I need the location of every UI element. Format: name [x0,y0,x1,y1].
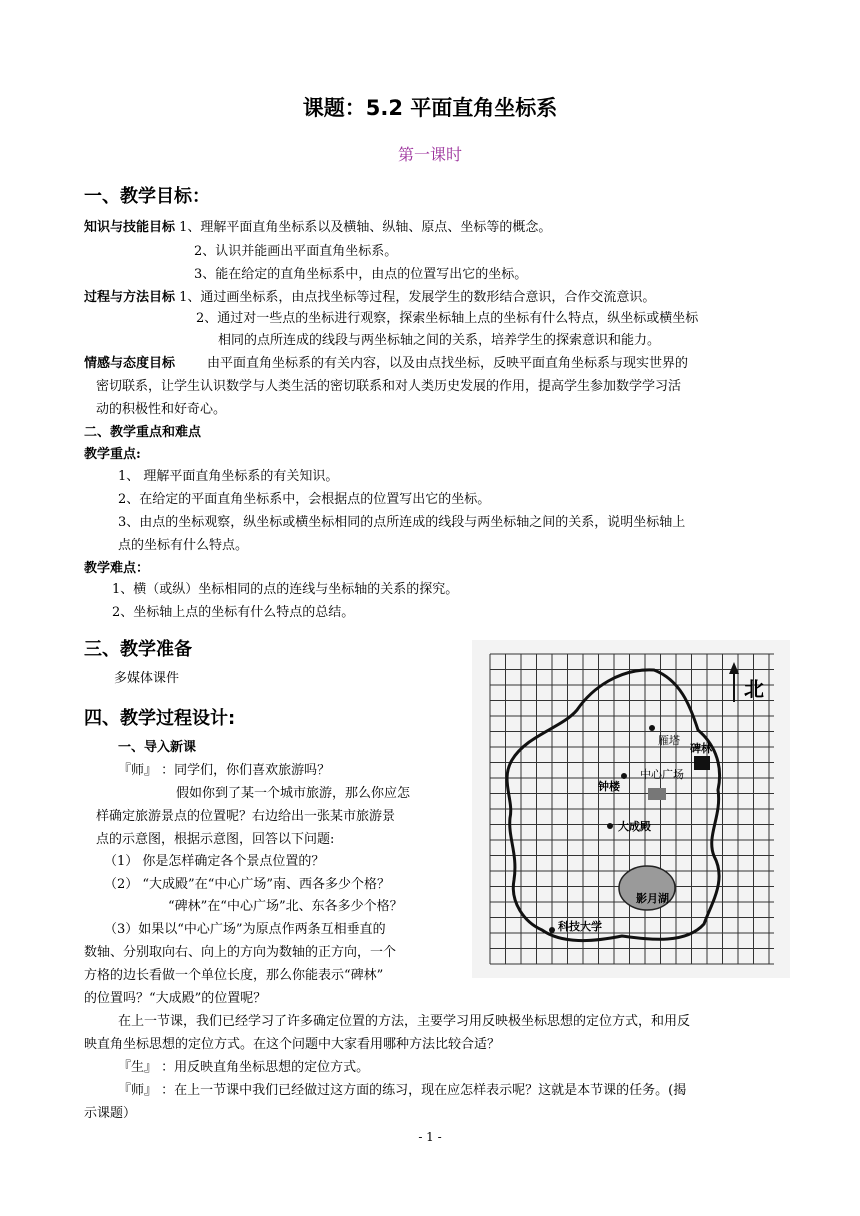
teacher-line-1: 『师』 ：同学们，你们喜欢旅游吗？ [118,763,331,778]
label-yanta: 雁塔 [658,734,680,747]
question-2b: “碑林”在“中心广场”北、东各多少个格？ [168,899,403,914]
section-2-heading: 二、教学重点和难点 [84,425,202,440]
emotion-goals [84,354,688,374]
knowledge-item-3: 3、能在给定的直角坐标系中，由点的位置写出它的坐标。 [194,267,528,282]
question-3b: 数轴、分别取向右、向上的方向为数轴的正方向，一个 [84,945,397,960]
question-3d: 的位置吗？“大成殿”的位置呢？ [84,991,267,1006]
knowledge-goals [84,218,551,238]
preparation-item: 多媒体课件 [114,671,180,686]
north-label: 北 [744,677,764,701]
focus-item-3b: 点的坐标有什么特点。 [118,538,249,553]
question-3a: （3）如果以“中心广场”为原点作两条互相垂直的 [104,922,386,937]
emotion-line-2: 密切联系，让学生认识数学与人类生活的密切联系和对人类历史发展的作用，提高学生参加数学学习活 [96,379,682,394]
beilin-marker [694,756,710,770]
teacher-line-3: 样确定旅游景点的位置呢？右边给出一张某市旅游景 [96,809,396,824]
student-line: 『生』 ：用反映直角坐标思想的定位方式。 [118,1060,370,1075]
knowledge-item-2: 2、认识并能画出平面直角坐标系。 [194,244,398,259]
difficulty-item-1: 1、横（或纵）坐标相同的点的连线与坐标轴的关系的探究。 [112,582,459,597]
label-beilin: 碑林 [690,742,712,755]
question-3c: 方格的边长看做一个单位长度，那么你能表示“碑林” [84,968,384,983]
focus-item-3a: 3、由点的坐标观察，纵坐标或横坐标相同的点所连成的线段与两坐标轴之间的关系，说明坐标轴上 [118,515,686,530]
city-map-figure [472,640,790,978]
document-title: 课题：5.2 平面直角坐标系 [302,96,558,120]
question-1: （1） 你是怎样确定各个景点位置的？ [104,854,325,869]
difficulty-item-2: 2、坐标轴上点的坐标有什么特点的总结。 [112,605,355,620]
process-item-2a: 2、通过对一些点的坐标进行观察，探索坐标轴上点的坐标有什么特点，纵坐标或横坐标 [196,311,699,326]
teacher-line-5: 『师』 ：在上一节课中我们已经做过这方面的练习，现在应怎样表示呢？这就是本节课的任务。(揭 [118,1083,687,1098]
label-yingyue: 影月湖 [636,892,669,905]
knowledge-item-1: 1、理解平面直角坐标系以及横轴、纵轴、原点、坐标等的概念。 [179,220,552,235]
teacher-line-6: 示课题） [84,1106,137,1121]
focus-item-1: 1、 理解平面直角坐标系的有关知识。 [118,469,339,484]
page-number: - 1 - [418,1130,442,1144]
label-center: 中心广场 [640,768,684,781]
zhonglou-dot [621,773,627,779]
teacher-line-4: 点的示意图，根据示意图，回答以下问题: [96,832,335,847]
process-label: 过程与方法目标 [84,290,176,305]
city-boundary [507,670,720,941]
section-1-heading: 一、教学目标： [84,186,210,207]
map-grid [472,640,790,978]
yanta-dot [649,725,655,731]
subsection-intro: 一、导入新课 [118,740,197,755]
paragraph-line-2: 映直角坐标思想的定位方式。在这个问题中大家看用哪种方法比较合适？ [84,1037,501,1052]
process-item-2b: 相同的点所连成的线段与两坐标轴之间的关系，培养学生的探索意识和能力。 [218,333,661,348]
question-2: （2） “大成殿”在“中心广场”南、西各多少个格？ [104,877,390,892]
dacheng-dot [607,823,613,829]
focus-label: 教学重点: [84,447,141,462]
label-keji: 科技大学 [558,920,602,933]
lesson-subtitle: 第一课时 [397,145,462,164]
knowledge-label: 知识与技能目标 [84,220,176,235]
focus-item-2: 2、在给定的平面直角坐标系中，会根据点的位置写出它的坐标。 [118,492,491,507]
keji-dot [549,927,555,933]
center-square-marker [648,788,666,800]
label-dacheng: 大成殿 [618,820,651,833]
section-4-heading: 四、教学过程设计: [84,708,236,729]
label-zhonglou: 钟楼 [598,780,620,793]
section-3-heading: 三、教学准备 [84,639,192,660]
difficulty-label: 教学难点： [84,561,150,576]
process-item-1: 1、通过画坐标系，由点找坐标等过程，发展学生的数形结合意识，合作交流意识。 [179,290,656,305]
process-goals [84,288,655,308]
emotion-label: 情感与态度目标 [84,356,176,371]
emotion-line-1: 由平面直角坐标系的有关内容，以及由点找坐标，反映平面直角坐标系与现实世界的 [207,356,689,371]
emotion-line-3: 动的积极性和好奇心。 [96,402,227,417]
teacher-line-2: 假如你到了某一个城市旅游，那么你应怎 [176,786,411,801]
paragraph-line-1: 在上一节课，我们已经学习了许多确定位置的方法，主要学习用反映极坐标思想的定位方式，和用反 [118,1014,691,1029]
